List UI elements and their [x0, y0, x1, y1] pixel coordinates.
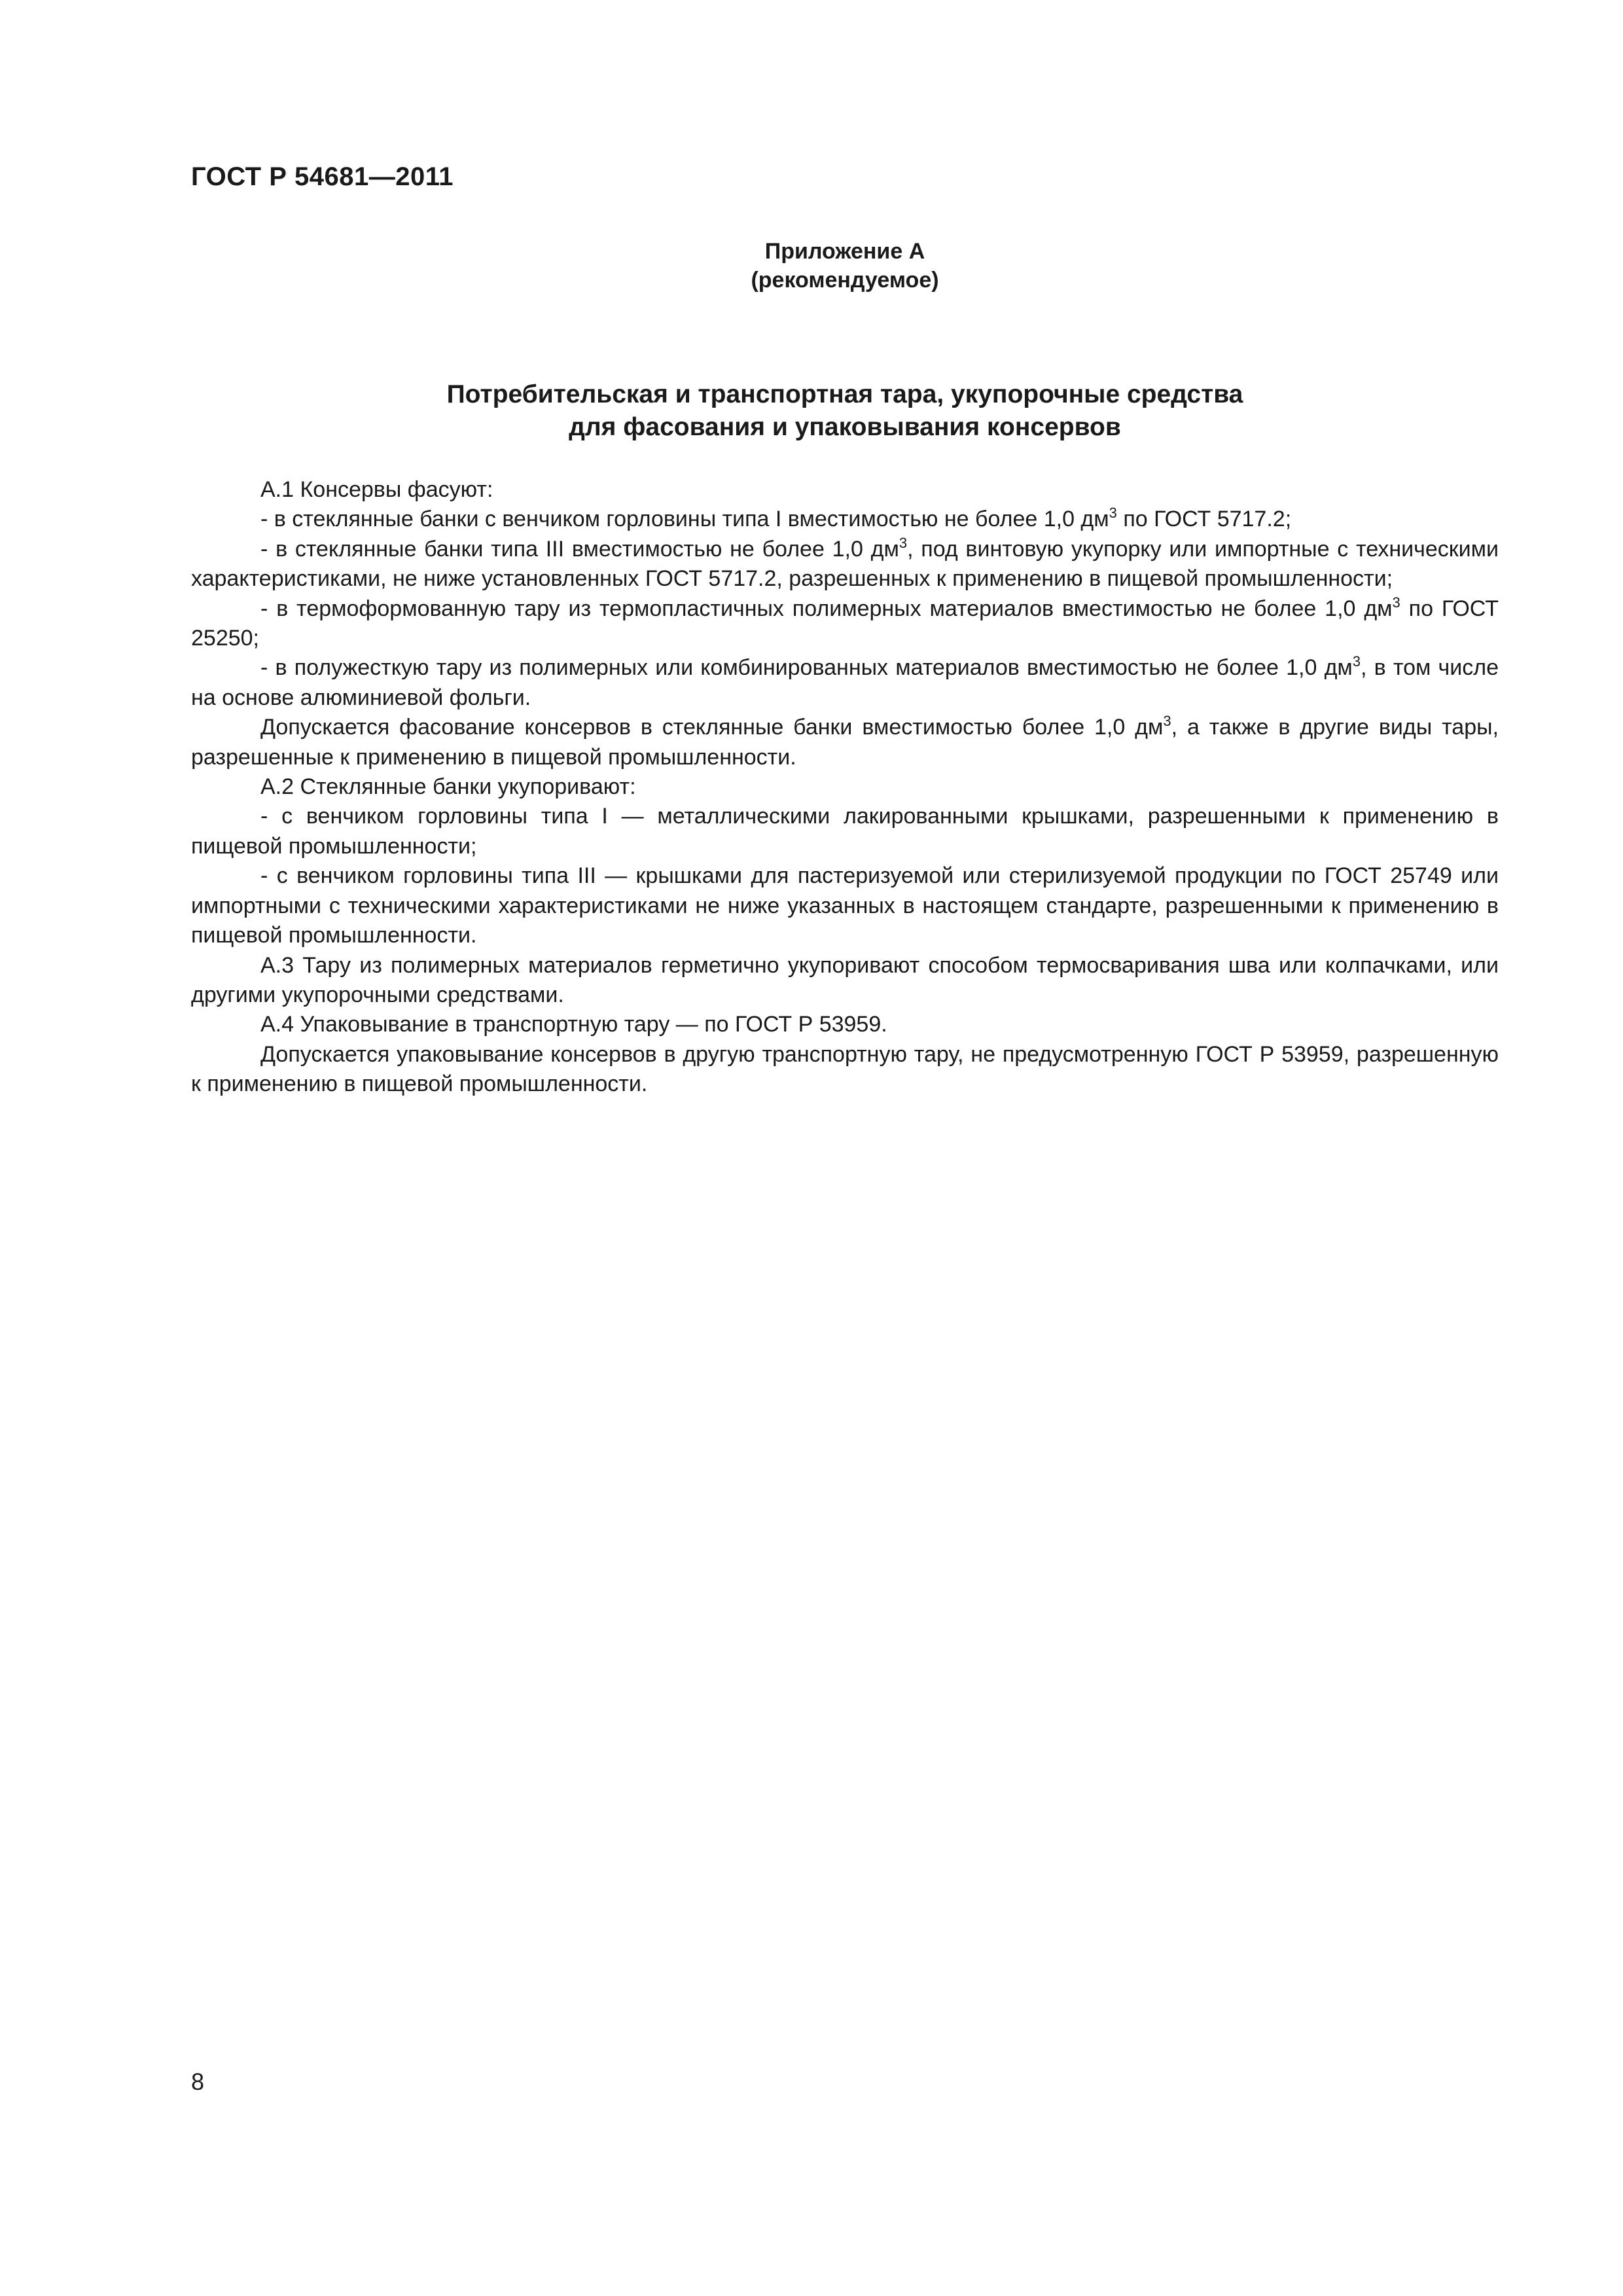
list-item-type-iii-caps: - с венчиком горловины типа III — крышками для пастеризуемой или стерилизуемой продукции по ГОСТ 25749 или импортными с техническими характеристиками не ниже указанных в настоящем стандарте, разрешенными к применению в пищевой промышленности.	[191, 863, 1499, 948]
section-heading-line-1: Потребительская и транспортная тара, укупорочные средства	[446, 380, 1243, 408]
paragraph-a4: А.4 Упаковывание в транспортную тару — по ГОСТ Р 53959.	[260, 1012, 887, 1037]
section-heading	[191, 378, 1499, 444]
list-item-glass-jars-type-i: - в стеклянные банки с венчиком горловины типа I вместимостью не более 1,0 $дм^3$ по ГОСТ 5717.2;	[260, 505, 1292, 532]
appendix-title: Приложение А	[764, 239, 925, 264]
paragraph-a1: А.1 Консервы фасуют:	[260, 477, 493, 502]
paragraph-allowed-packing: Допускается фасование консервов в стеклянные банки вместимостью более 1,0 $дм^3$, а также в другие виды тары, разрешенные к применению в пищевой промышленности.	[191, 713, 1499, 770]
list-item-thermoformed-container: - в термоформованную тару из термопластичных полимерных материалов вместимостью не более 1,0 $дм^3$ по ГОСТ 25250;	[191, 594, 1499, 651]
list-item-semi-rigid-container: - в полужесткую тару из полимерных или комбинированных материалов вместимостью не более 1,0 $дм^3$, в том числе на основе алюминиевой фольги.	[191, 653, 1499, 710]
document-code: ГОСТ Р 54681—2011	[191, 162, 454, 191]
paragraph-a2: А.2 Стеклянные банки укупоривают:	[260, 774, 636, 800]
paragraph-allowed-transport: Допускается упаковывание консервов в другую транспортную тару, не предусмотренную ГОСТ Р 53959, разрешенную к применению в пищевой промышленности.	[191, 1041, 1499, 1097]
body-text	[191, 475, 1499, 1100]
paragraph-a3: А.3 Тару из полимерных материалов герметично укупоривают способом термосваривания шва или колпачками, или другими укупорочными средствами.	[191, 952, 1499, 1007]
list-item-glass-jars-type-iii: - в стеклянные банки типа III вместимостью не более 1,0 $дм^3$, под винтовую укупорку или импортные с техническими характеристиками, не ниже установленных ГОСТ 5717.2, разрешенных к применению в пищевой промышленности;	[191, 534, 1499, 592]
section-heading-line-2: для фасования и упаковывания консервов	[569, 413, 1121, 441]
appendix-heading	[191, 237, 1499, 295]
page-number: 8	[191, 2068, 205, 2095]
appendix-status: (рекомендуемое)	[751, 268, 939, 293]
list-item-type-i-caps: - с венчиком горловины типа I — металлическими лакированными крышками, разрешенными к применению в пищевой промышленности;	[191, 804, 1499, 859]
